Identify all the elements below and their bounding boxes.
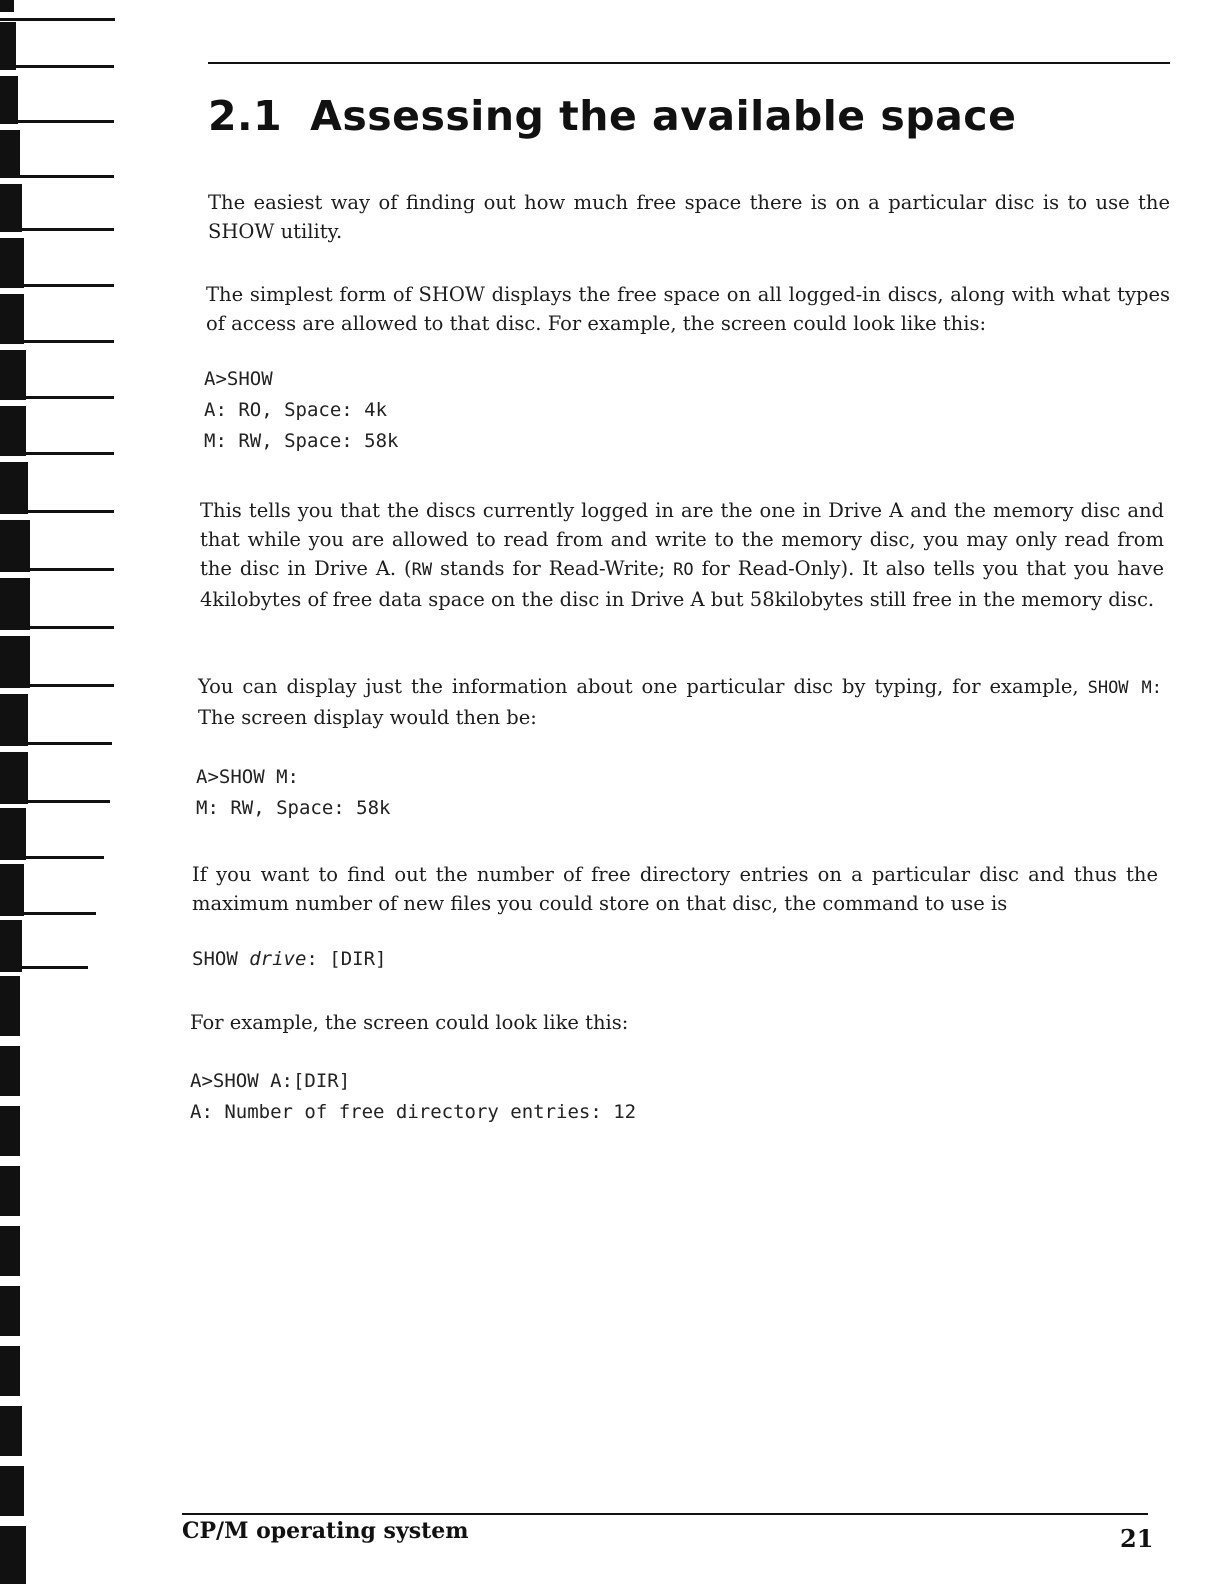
syntax-argument: drive bbox=[249, 948, 307, 970]
paragraph-simple-form: The simplest form of SHOW displays the free space on all logged-in discs, along with what types of access are allowed to that disc. For example, the screen could look like this: bbox=[206, 283, 1170, 335]
command-syntax bbox=[192, 944, 386, 975]
paragraph-single-disc bbox=[198, 672, 1162, 732]
section-number: 2.1 bbox=[208, 92, 283, 140]
footer-title: CP/M operating system bbox=[182, 1518, 469, 1544]
code-line: A: RO, Space: 4k bbox=[204, 399, 388, 421]
paragraph-intro: The easiest way of finding out how much free space there is on a particular disc is to use the SHOW utility. bbox=[208, 191, 1170, 243]
section-heading bbox=[208, 92, 1016, 140]
code-inline: SHOW M: bbox=[1087, 678, 1162, 698]
paragraph-directory-entries: If you want to find out the number of free directory entries on a particular disc and thus the maximum number of new files you could store on that disc, the command to use is bbox=[192, 863, 1158, 915]
syntax-command: SHOW bbox=[192, 948, 250, 970]
code-block-show-m bbox=[196, 762, 390, 824]
text-run: The screen display would then be: bbox=[198, 706, 537, 729]
spiral-binding-edge bbox=[0, 0, 130, 1584]
text-run: stands for Read-Write; bbox=[432, 557, 674, 580]
code-line: M: RW, Space: 58k bbox=[204, 430, 399, 452]
footer-rule bbox=[182, 1513, 1148, 1515]
code-line: A>SHOW A:[DIR] bbox=[190, 1070, 351, 1092]
syntax-option: : [DIR] bbox=[306, 948, 387, 970]
code-line: A: Number of free directory entries: 12 bbox=[190, 1101, 637, 1123]
code-line: A>SHOW M: bbox=[196, 766, 299, 788]
code-block-show-dir bbox=[190, 1066, 636, 1128]
header-rule bbox=[208, 62, 1170, 64]
section-title: Assessing the available space bbox=[310, 92, 1017, 140]
paragraph-explanation bbox=[200, 496, 1164, 614]
code-line: A>SHOW bbox=[204, 368, 273, 390]
code-inline: RW bbox=[411, 560, 433, 580]
paragraph-example: For example, the screen could look like this: bbox=[190, 1011, 629, 1034]
code-line: M: RW, Space: 58k bbox=[196, 797, 391, 819]
text-run: This tells you that the discs currently logged in are the one in Drive A and the memory disc and that while you are allowed to read from and write to the memory disc, you may only read from the disc in Drive A. ( bbox=[200, 499, 1164, 580]
code-inline: RO bbox=[673, 560, 694, 580]
text-run: for Read-Only). It also tells you that you have 4kilobytes of free data space on the disc in Drive A but 58kilobytes still free in the memory disc. bbox=[200, 557, 1164, 611]
code-block-show-all bbox=[204, 364, 398, 457]
page-number: 21 bbox=[1120, 1524, 1154, 1553]
text-run: You can display just the information about one particular disc by typing, for example, bbox=[198, 675, 1088, 698]
